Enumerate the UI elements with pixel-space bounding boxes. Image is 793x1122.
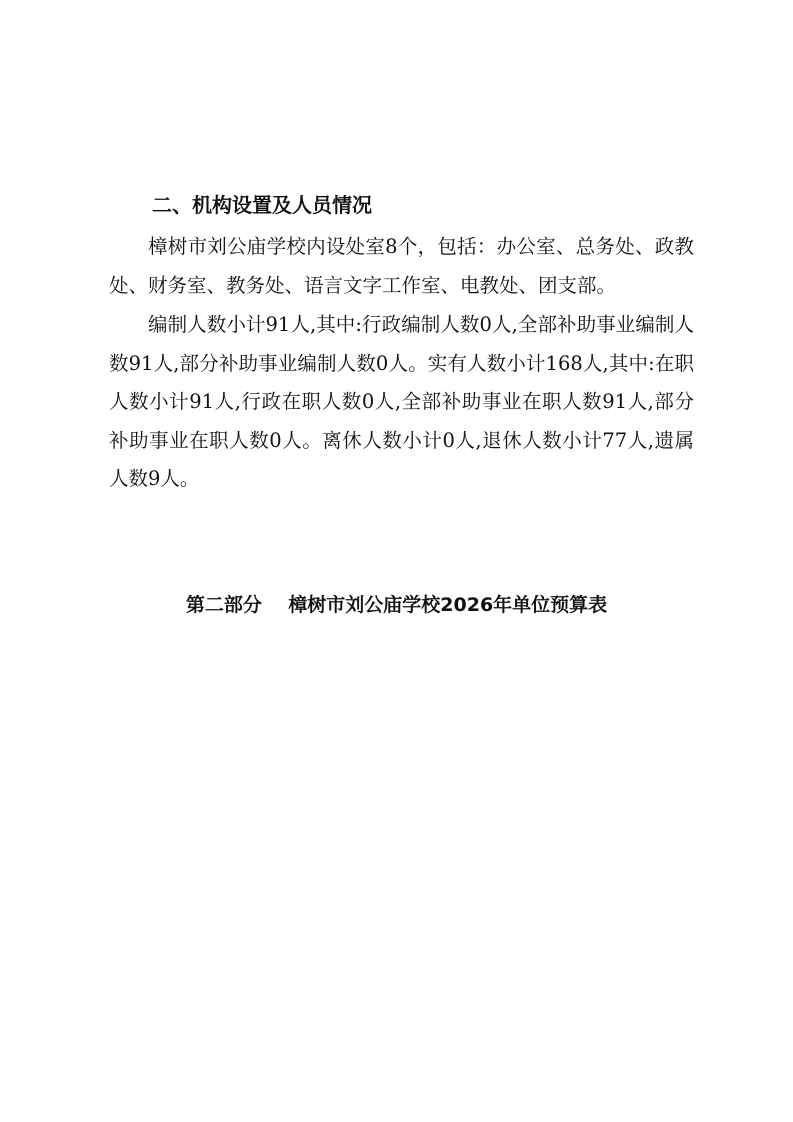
- part-title: 第二部分 樟树市刘公庙学校2026年单位预算表: [185, 594, 608, 616]
- section-heading: 二、机构设置及人员情况: [152, 193, 372, 217]
- staffing-paragraph: 编制人数小计91人,其中:行政编制人数0人,全部补助事业编制人数91人,部分补助事业编制人数0人。实有人数小计168人,其中:在职人数小计91人,行政在职人数0人,全部补助事业在职人数91人,部分补助事业在职人数0人。离休人数小计0人,退休人数小计77人,遗属人数9人。: [109, 313, 694, 491]
- departments-paragraph: 樟树市刘公庙学校内设处室8个，包括：办公室、总务处、政教处、财务室、教务处、语言文字工作室、电教处、团支部。: [109, 235, 694, 297]
